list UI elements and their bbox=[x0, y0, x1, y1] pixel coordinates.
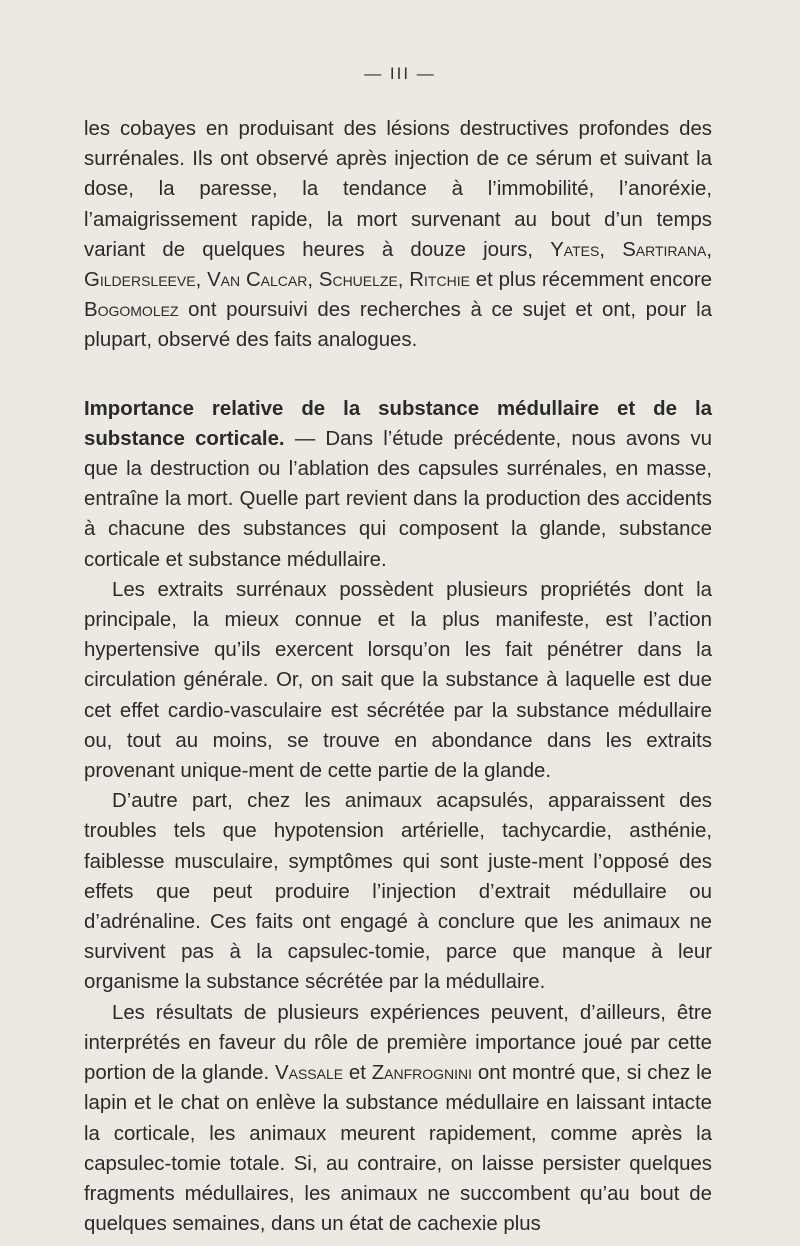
page-number: — III — bbox=[364, 64, 436, 83]
paragraph-4: D’autre part, chez les animaux acapsulés, apparaissent des troubles tels que hypotension artérielle, tachycardie, asthénie, faiblesse musculaire, symptômes qui sont juste-ment l’opposé des effets que peut produire l’injection d’extrait médullaire ou d’adrénaline. Ces faits ont engagé à conclure que les animaux ne survivent pas à la capsulec-tomie, parce que manque à leur organisme la substance sécrétée par la médullaire. bbox=[84, 790, 712, 994]
section-heading: Importance relative de la substance médullaire et de la substance corticale. bbox=[84, 397, 712, 450]
paragraph-2: Importance relative de la substance médullaire et de la substance corticale. — Dans l’étude précédente, nous avons vu que la destruction ou l’ablation des capsules surrénales, en masse, entraîne la mort. Quelle part revient dans la production des accidents à chacune des substances qui composent la glande, substance corticale et substance médullaire. bbox=[84, 397, 712, 571]
author-name: Vassale bbox=[275, 1062, 344, 1085]
paragraph-1: les cobayes en produisant des lésions destructives profondes des surrénales. Ils ont observé après injection de ce sérum et suivant la dose, la paresse, la tendance à l’immobilité, l’anoréxie, l’amaigrissement rapide, la mort survenant au bout d’un temps variant de quelques heures à douze jours, Yates, Sartirana, Gildersleeve, Van Calcar, Schuelze, Ritchie et plus récemment encore Bogomolez ont poursuivi des recherches à ce sujet et ont, pour la plupart, observé des faits analogues. bbox=[84, 118, 712, 352]
paragraph-5: Les résultats de plusieurs expériences peuvent, d’ailleurs, être interprétés en faveur du rôle de première importance joué par cette portion de la glande. Vassale et Zanfrognini ont montré que, si chez le lapin et le chat on enlève la substance médullaire en laissant intacte la corticale, les animaux meurent rapidement, comme après la capsulec-tomie totale. Si, au contraire, on laisse persister quelques fragments médullaires, les animaux ne succombent qu’au bout de quelques semaines, dans un état de cachexie plus bbox=[84, 1001, 713, 1236]
author-name: Zanfrognini bbox=[371, 1062, 473, 1085]
author-names: Yates, Sartirana, Gildersleeve, Van Calcar, Schuelze, Ritchie bbox=[84, 238, 712, 292]
author-name: Bogomolez bbox=[84, 299, 179, 322]
body-text bbox=[84, 114, 712, 1239]
paragraph-3: Les extraits surrénaux possèdent plusieurs propriétés dont la principale, la mieux connue et la plus manifeste, est l’action hypertensive qu’ils exercent lorsqu’on les fait pénétrer dans la circulation générale. Or, on sait que la substance à laquelle est due cet effet cardio-vasculaire est sécrétée par la substance médullaire ou, tout au moins, se trouve en abondance dans les extraits provenant unique-ment de cette partie de la glande. bbox=[84, 578, 712, 783]
section-gap bbox=[84, 356, 712, 394]
